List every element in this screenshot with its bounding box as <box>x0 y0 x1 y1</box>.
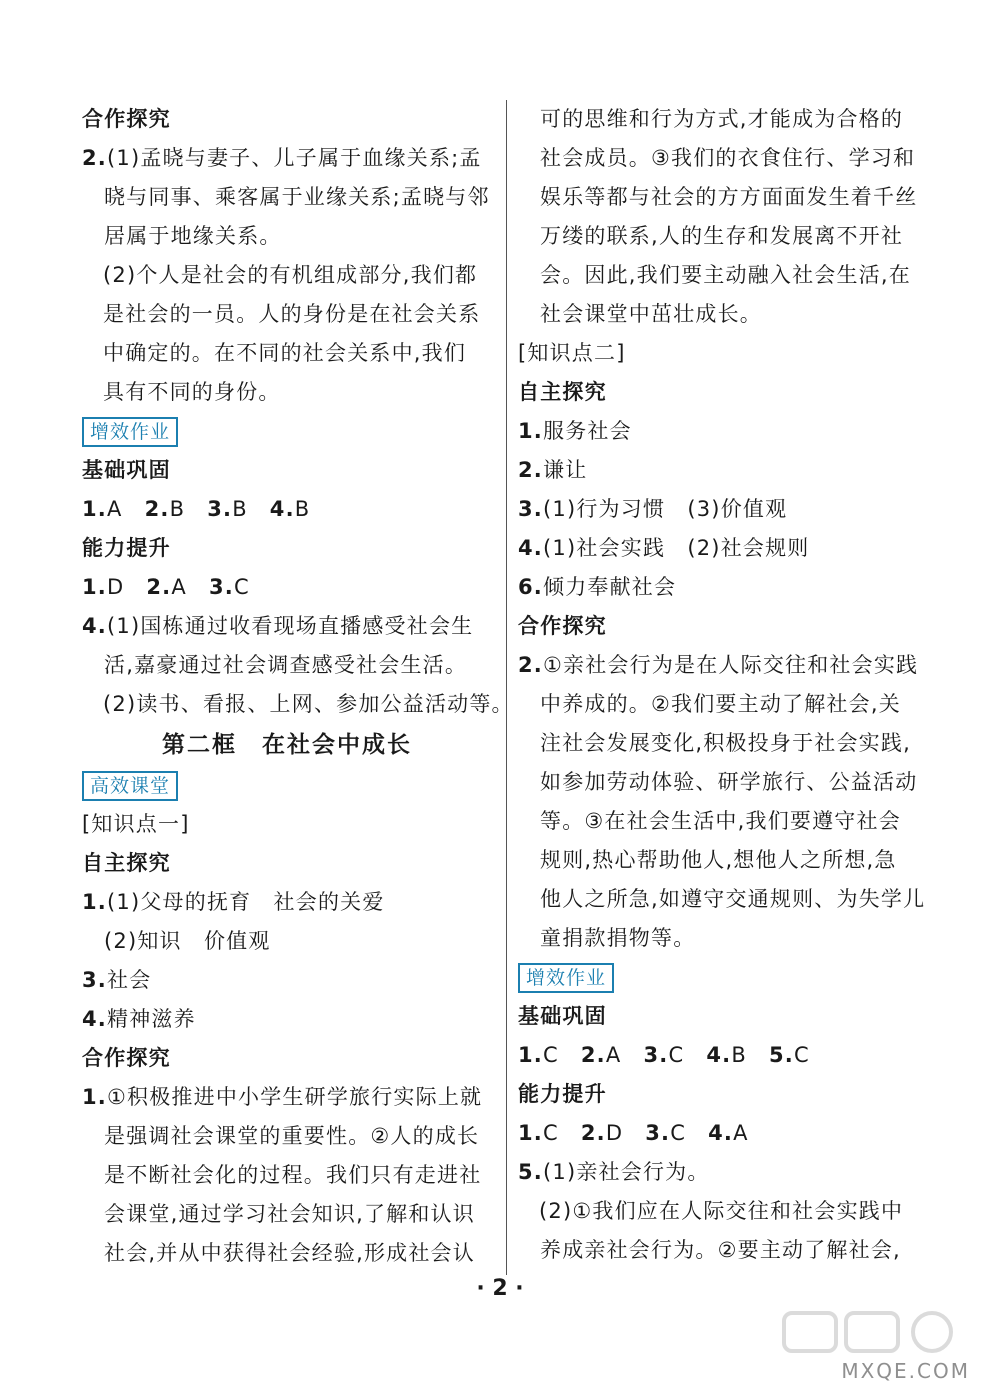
choice-letter: D <box>605 1121 624 1145</box>
choice-letter: C <box>543 1121 559 1145</box>
answer-line <box>82 961 492 1000</box>
answer-line <box>82 139 492 178</box>
answer-line: 如参加劳动体验、研学旅行、公益活动 <box>540 770 918 794</box>
choice-letter: B <box>169 497 186 521</box>
answer-text: 精神滋养 <box>107 1007 196 1031</box>
answer-text: (1)亲社会行为。 <box>543 1160 710 1184</box>
answer-line: 中确定的。在不同的社会关系中,我们 <box>103 341 467 365</box>
choice-letter: C <box>793 1043 810 1067</box>
choice-letter: A <box>733 1121 749 1145</box>
answer-line <box>82 607 492 646</box>
answer-line: 居属于地缘关系。 <box>104 224 282 248</box>
section-heading: 合作探究 <box>82 107 171 131</box>
section-heading: 能力提升 <box>518 1082 607 1106</box>
item-number: 1. <box>518 1043 543 1067</box>
answer-line: 可的思维和行为方式,才能成为合格的 <box>540 107 904 131</box>
section-heading: 自主探究 <box>518 380 607 404</box>
item-number: 6. <box>518 575 543 599</box>
answer-text: (1)父母的抚育 社会的关爱 <box>107 890 385 914</box>
choice-answer <box>207 497 248 521</box>
choice-answer <box>769 1043 810 1067</box>
answer-text: 谦让 <box>543 458 588 482</box>
left-column <box>82 100 514 1273</box>
answer-line <box>82 1000 492 1039</box>
choice-letter: B <box>294 497 311 521</box>
choice-letter: A <box>605 1043 622 1067</box>
answer-line: 具有不同的身份。 <box>103 380 281 404</box>
answer-line: 晓与同事、乘客属于业缘关系;孟晓与邻 <box>104 185 490 209</box>
choice-answer <box>518 1121 559 1145</box>
answer-text: 社会 <box>107 968 152 992</box>
choice-letter: D <box>107 575 125 599</box>
choice-answer <box>146 575 187 599</box>
item-number: 2. <box>144 497 170 521</box>
item-number: 2. <box>518 458 543 482</box>
answer-text: (1)社会实践 (2)社会规则 <box>543 536 810 560</box>
choice-answer <box>270 497 311 521</box>
item-number: 2. <box>580 1121 606 1145</box>
item-number: 3. <box>82 968 107 992</box>
choice-answer <box>82 497 123 521</box>
item-number: 3. <box>518 497 543 521</box>
choice-letter: A <box>171 575 187 599</box>
choice-letter: C <box>543 1043 559 1067</box>
answer-line: 中养成的。②我们要主动了解社会,关 <box>540 692 901 716</box>
choice-answer <box>518 1043 559 1067</box>
answer-line: 社会,并从中获得社会经验,形成社会认 <box>104 1241 475 1265</box>
item-number: 3. <box>207 497 233 521</box>
item-number: 2. <box>580 1043 606 1067</box>
item-number: 2. <box>82 146 107 170</box>
answer-line: 注社会发展变化,积极投身于社会实践, <box>540 731 911 755</box>
answer-line: (2)读书、看报、上网、参加公益活动等。 <box>103 692 514 716</box>
item-number: 1. <box>518 419 543 443</box>
item-number: 4. <box>82 614 107 638</box>
knowledge-point-label: [知识点一] <box>82 812 190 836</box>
answer-line <box>518 451 928 490</box>
answer-line: 万缕的联系,人的生存和发展离不开社 <box>540 224 904 248</box>
answer-line <box>518 1153 928 1192</box>
answer-line <box>518 646 928 685</box>
answer-line: 会。因此,我们要主动融入社会生活,在 <box>540 263 911 287</box>
answer-line: 等。③在社会生活中,我们要遵守社会 <box>540 809 901 833</box>
choice-answers <box>518 1036 928 1075</box>
item-number: 3. <box>645 1121 671 1145</box>
section-heading: 能力提升 <box>82 536 171 560</box>
answer-line: 童捐款捐物等。 <box>540 926 696 950</box>
answer-line <box>518 568 928 607</box>
item-number: 1. <box>82 497 107 521</box>
answer-line <box>82 883 492 922</box>
answer-text: (1)国栋通过收看现场直播感受社会生 <box>107 614 474 638</box>
answer-line <box>82 1078 492 1117</box>
answer-line: 养成亲社会行为。②要主动了解社会, <box>540 1238 901 1262</box>
answer-line <box>518 412 928 451</box>
choice-answers <box>82 490 492 529</box>
answer-text: (1)行为习惯 (3)价值观 <box>543 497 788 521</box>
answer-line: 活,嘉豪通过社会调查感受社会生活。 <box>104 653 468 677</box>
choice-answer <box>145 497 186 521</box>
choice-letter: C <box>668 1043 685 1067</box>
answer-text: (1)孟晓与妻子、儿子属于血缘关系;孟 <box>107 146 482 170</box>
choice-answer <box>209 575 250 599</box>
answer-line: 是不断社会化的过程。我们只有走进社 <box>104 1163 482 1187</box>
answer-line <box>518 529 928 568</box>
lesson-title: 第二框 在社会中成长 <box>162 732 412 758</box>
item-number: 1. <box>518 1121 543 1145</box>
section-heading: 基础巩固 <box>518 1004 607 1028</box>
item-number: 3. <box>643 1043 669 1067</box>
answer-text: ①亲社会行为是在人际交往和社会实践 <box>543 653 919 677</box>
answer-line: 规则,热心帮助他人,想他人之所想,急 <box>540 848 897 872</box>
choice-letter: C <box>670 1121 687 1145</box>
right-column <box>518 100 928 1270</box>
item-number: 4. <box>708 1121 734 1145</box>
item-number: 2. <box>518 653 543 677</box>
item-number: 1. <box>82 890 107 914</box>
choice-answers <box>82 568 492 607</box>
choice-answer <box>581 1043 622 1067</box>
answer-text: 服务社会 <box>543 419 632 443</box>
answer-line: 是强调社会课堂的重要性。②人的成长 <box>104 1124 480 1148</box>
section-heading: 合作探究 <box>518 614 607 638</box>
answer-line: 娱乐等都与社会的方方面面发生着千丝 <box>540 185 918 209</box>
choice-letter: B <box>731 1043 747 1067</box>
answer-line: 是社会的一员。人的身份是在社会关系 <box>103 302 481 326</box>
choice-letter: B <box>232 497 248 521</box>
item-number: 5. <box>518 1160 543 1184</box>
choice-answer <box>645 1121 686 1145</box>
item-number: 2. <box>146 575 172 599</box>
choice-answer <box>708 1121 749 1145</box>
section-heading: 自主探究 <box>82 851 171 875</box>
section-heading: 基础巩固 <box>82 458 171 482</box>
choice-answers <box>518 1114 928 1153</box>
answer-line: 社会成员。③我们的衣食住行、学习和 <box>540 146 916 170</box>
item-number: 4. <box>706 1043 732 1067</box>
item-number: 4. <box>269 497 295 521</box>
item-number: 1. <box>82 575 107 599</box>
item-number: 4. <box>82 1007 107 1031</box>
section-badge: 高效课堂 <box>82 771 178 801</box>
answer-line: 社会课堂中茁壮成长。 <box>540 302 762 326</box>
item-number: 3. <box>208 575 234 599</box>
choice-answer <box>643 1043 684 1067</box>
answer-line: (2)个人是社会的有机组成部分,我们都 <box>103 263 478 287</box>
answer-line: 他人之所急,如遵守交通规则、为失学儿 <box>540 887 926 911</box>
answer-text: 倾力奉献社会 <box>543 575 677 599</box>
choice-letter: C <box>233 575 250 599</box>
answer-line: (2)①我们应在人际交往和社会实践中 <box>539 1199 904 1223</box>
page-number: · 2 · <box>476 1276 524 1301</box>
answer-text: ①积极推进中小学生研学旅行实际上就 <box>107 1085 483 1109</box>
item-number: 1. <box>82 1085 107 1109</box>
answer-line <box>518 490 928 529</box>
choice-answer <box>706 1043 747 1067</box>
section-badge: 增效作业 <box>82 417 178 447</box>
choice-answer <box>581 1121 623 1145</box>
answer-line: (2)知识 价值观 <box>104 929 271 953</box>
choice-answer <box>82 575 124 599</box>
item-number: 5. <box>768 1043 794 1067</box>
section-badge: 增效作业 <box>518 963 614 993</box>
choice-letter: A <box>107 497 123 521</box>
knowledge-point-label: [知识点二] <box>518 341 626 365</box>
item-number: 4. <box>518 536 543 560</box>
answer-line: 会课堂,通过学习社会知识,了解和认识 <box>104 1202 475 1226</box>
section-heading: 合作探究 <box>82 1046 171 1070</box>
watermark-text: MXQE.COM <box>841 1359 970 1383</box>
